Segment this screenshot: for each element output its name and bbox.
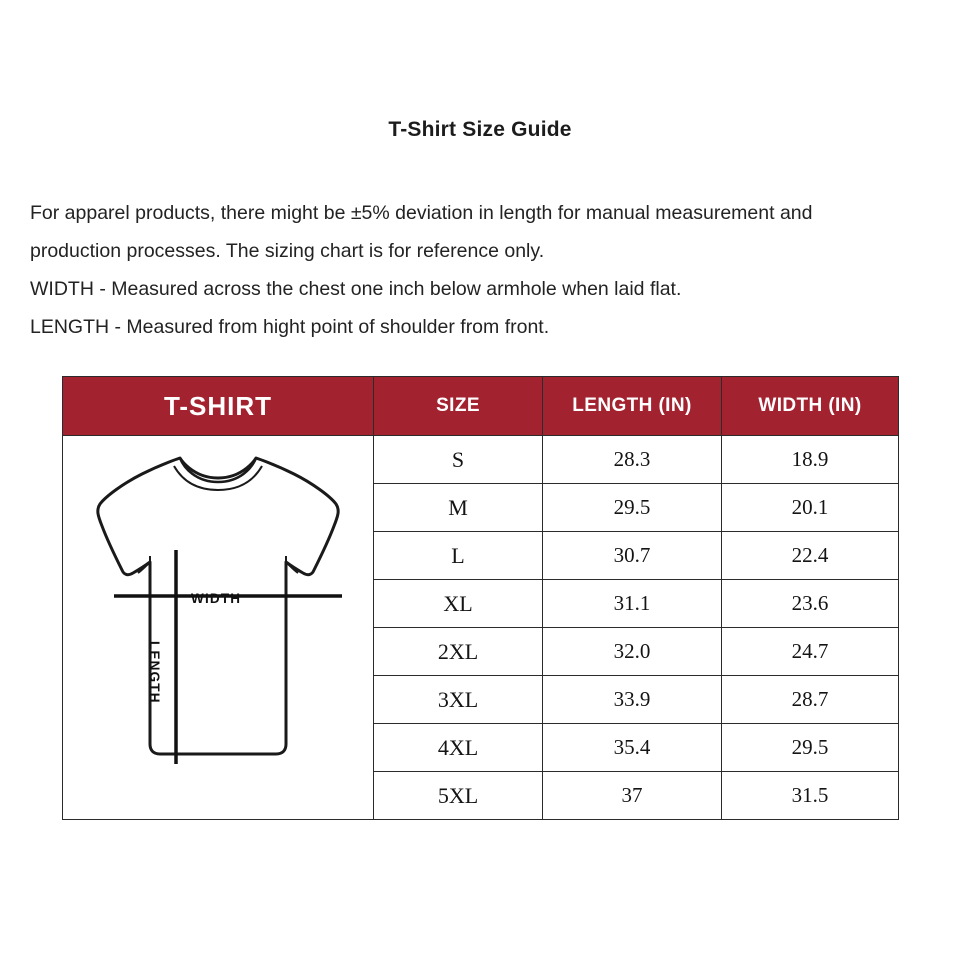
cell-width: 29.5 — [722, 724, 899, 772]
size-chart-table — [62, 376, 899, 820]
cell-width: 20.1 — [722, 484, 899, 532]
cell-size: L — [374, 532, 543, 580]
cell-size: 4XL — [374, 724, 543, 772]
cell-length: 33.9 — [543, 676, 722, 724]
header-length: LENGTH (IN) — [543, 377, 722, 436]
page-title: T-Shirt Size Guide — [388, 118, 572, 141]
intro-text-block — [0, 142, 960, 346]
cell-length: 37 — [543, 772, 722, 820]
cell-length: 28.3 — [543, 436, 722, 484]
header-width: WIDTH (IN) — [722, 377, 899, 436]
header-brand: T-SHIRT — [63, 377, 374, 436]
cell-length: 29.5 — [543, 484, 722, 532]
cell-width: 23.6 — [722, 580, 899, 628]
cell-length: 35.4 — [543, 724, 722, 772]
cell-size: 3XL — [374, 676, 543, 724]
diagram-length-label: LENGTH — [147, 641, 162, 704]
intro-paragraph: For apparel products, there might be ±5% deviation in length for manual measurement and production processes. The sizing chart is for reference only. — [30, 202, 813, 263]
cell-width: 24.7 — [722, 628, 899, 676]
size-chart-header — [63, 377, 899, 436]
cell-length: 32.0 — [543, 628, 722, 676]
cell-size: M — [374, 484, 543, 532]
tshirt-diagram — [63, 436, 373, 812]
cell-width: 31.5 — [722, 772, 899, 820]
cell-size: XL — [374, 580, 543, 628]
size-chart-body — [63, 436, 899, 820]
tshirt-icon — [84, 444, 352, 774]
width-measurement-note: WIDTH - Measured across the chest one inch below armhole when laid flat. — [30, 278, 682, 301]
cell-length: 30.7 — [543, 532, 722, 580]
tshirt-diagram-cell — [63, 436, 374, 820]
cell-length: 31.1 — [543, 580, 722, 628]
cell-size: 2XL — [374, 628, 543, 676]
cell-size: 5XL — [374, 772, 543, 820]
table-row — [63, 436, 899, 484]
table-header-row — [63, 377, 899, 436]
length-measurement-note: LENGTH - Measured from hight point of shoulder from front. — [30, 316, 550, 339]
diagram-width-label: WIDTH — [191, 591, 242, 607]
cell-width: 22.4 — [722, 532, 899, 580]
header-size: SIZE — [374, 377, 543, 436]
cell-size: S — [374, 436, 543, 484]
cell-width: 18.9 — [722, 436, 899, 484]
cell-width: 28.7 — [722, 676, 899, 724]
